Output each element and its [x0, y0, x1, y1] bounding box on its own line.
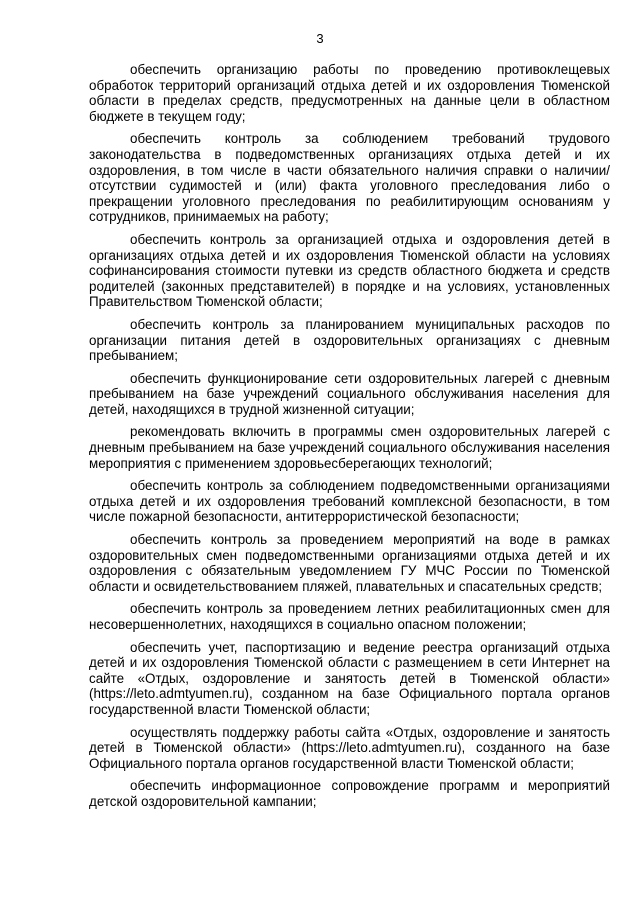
paragraph: обеспечить контроль за проведением летних реабилитационных смен для несовершеннолетних, находящихся в социально опасном положении; [89, 601, 610, 632]
page-number: 3 [316, 31, 324, 46]
document-body [89, 62, 610, 817]
paragraph: обеспечить организацию работы по проведению противоклещевых обработок территорий организаций отдыха детей и их оздоровления Тюменской области в пределах средств, предусмотренных на данные цели в областном бюджете в текущем году; [89, 62, 610, 124]
paragraph: рекомендовать включить в программы смен оздоровительных лагерей с дневным пребыванием на базе учреждений социального обслуживания населения мероприятия с применением здоровьесберегающих технологий; [89, 424, 610, 471]
paragraph: обеспечить контроль за соблюдением подведомственными организациями отдыха детей и их оздоровления требований комплексной безопасности, в том числе пожарной безопасности, антитеррористической безопасности; [89, 478, 610, 525]
paragraph: обеспечить контроль за проведением мероприятий на воде в рамках оздоровительных смен подведомственными организациями отдыха детей и их оздоровления с обязательным уведомлением ГУ МЧС России по Тюменской области и освидетельствованием пляжей, плавательных и спасательных средств; [89, 532, 610, 594]
paragraph: обеспечить контроль за организацией отдыха и оздоровления детей в организациях отдыха детей и их оздоровления Тюменской области на условиях софинансирования стоимости путевки из средств областного бюджета и средств родителей (законных представителей) в порядке и на условиях, установленных Правительством Тюменской области; [89, 231, 610, 310]
paragraph: обеспечить контроль за планированием муниципальных расходов по организации питания детей в оздоровительных организациях с дневным пребыванием; [89, 316, 610, 364]
paragraph: обеспечить информационное сопровождение программ и мероприятий детской оздоровительной кампании; [89, 778, 610, 809]
paragraph: обеспечить функционирование сети оздоровительных лагерей с дневным пребыванием на базе учреждений социального обслуживания населения для детей, находящихся в трудной жизненной ситуации; [89, 370, 610, 417]
paragraph: обеспечить учет, паспортизацию и ведение реестра организаций отдыха детей и их оздоровления Тюменской области с размещением в сети Интернет на сайте «Отдых, оздоровление и занятость детей в Тюменской области» (https://leto.admtyumen.ru), созданном на базе Официального портала органов государственной власти Тюменской области; [89, 639, 610, 717]
paragraph: осуществлять поддержку работы сайта «Отдых, оздоровление и занятость детей в Тюменской области» (https://leto.admtyumen.ru), созданного на базе Официального портала органов государственной власти Тюменской области; [89, 724, 610, 771]
paragraph: обеспечить контроль за соблюдением требований трудового законодательства в подведомственных организациях отдыха детей и их оздоровления, в том числе в части обязательного наличия справки о наличии/отсутствии судимостей и (или) факта уголовного преследования либо о прекращении уголовного преследования по реабилитирующим основаниям у сотрудников, принимаемых на работу; [89, 131, 610, 225]
